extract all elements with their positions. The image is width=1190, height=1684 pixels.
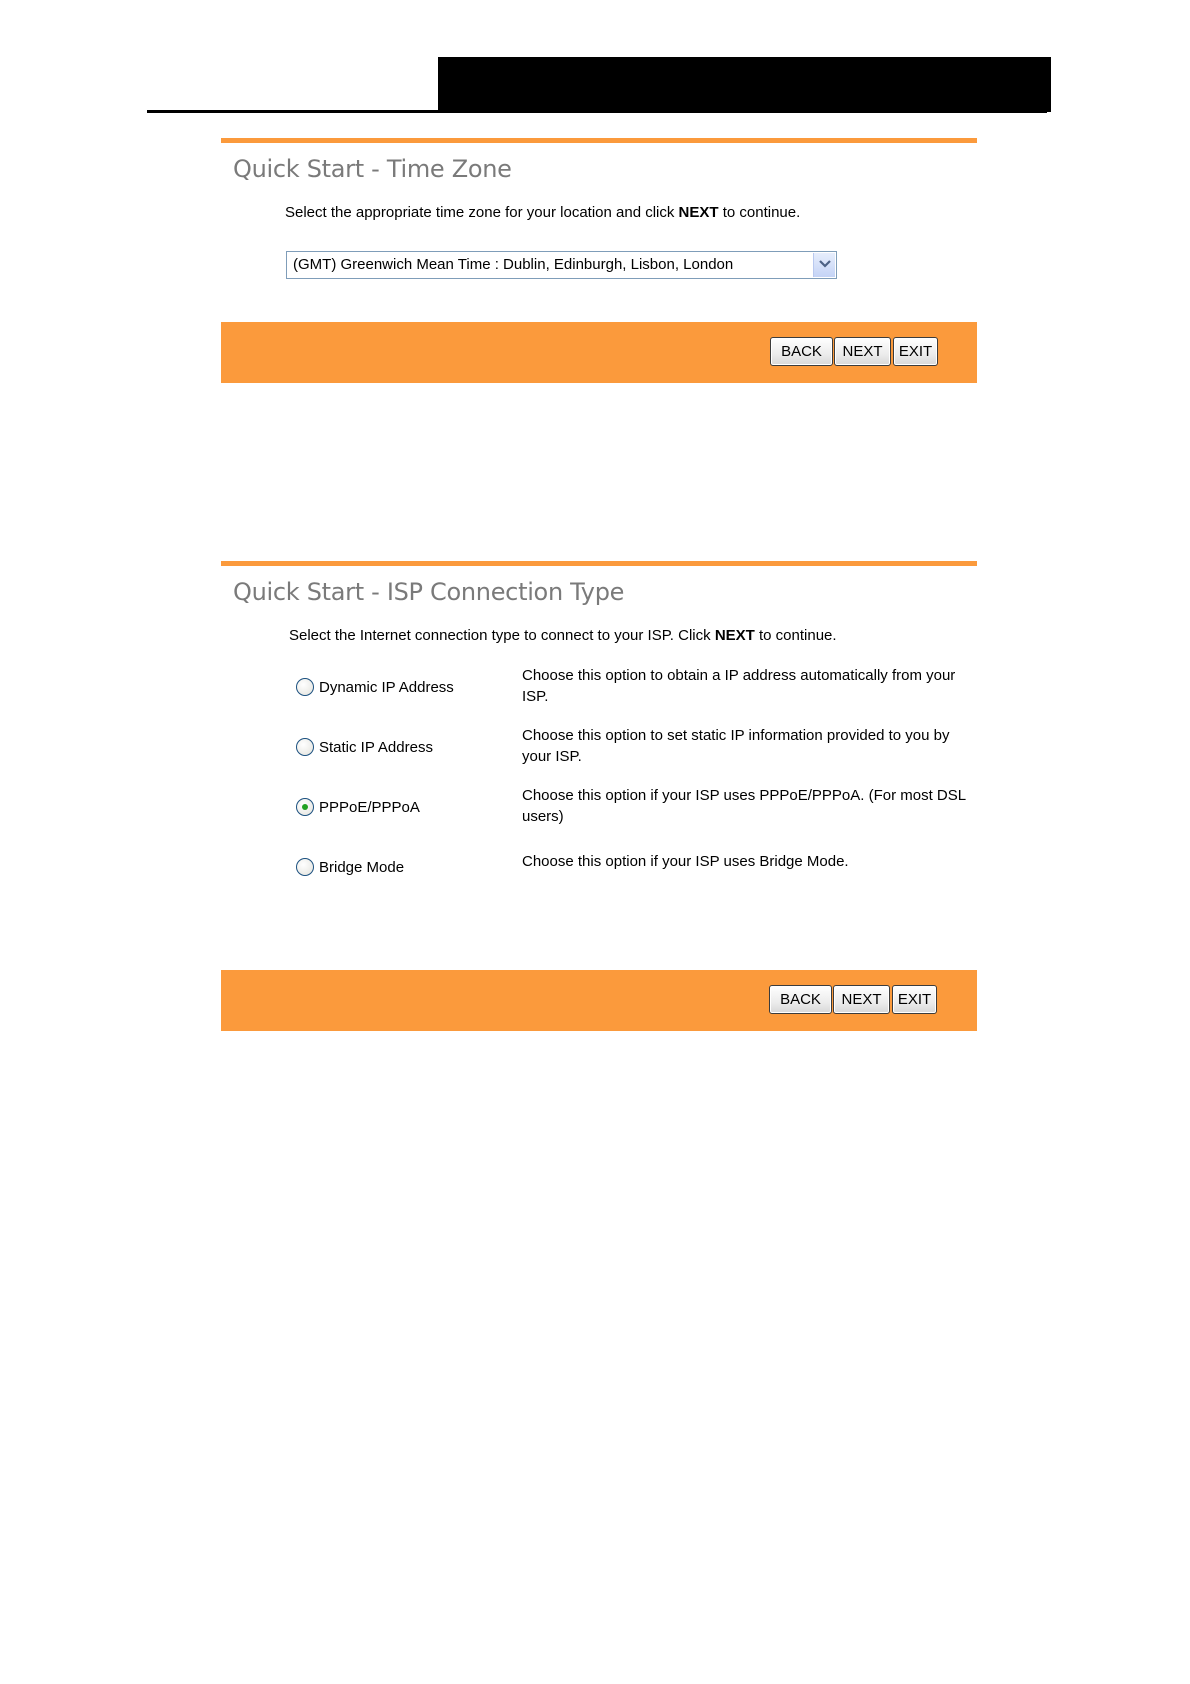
option-description: Choose this option if your ISP uses Bridge Mode. <box>522 853 849 870</box>
exit-button[interactable]: EXIT <box>892 985 937 1014</box>
panel-top-line <box>221 561 977 566</box>
chevron-down-icon[interactable] <box>813 253 835 277</box>
back-button[interactable]: BACK <box>769 985 832 1014</box>
time-zone-select[interactable] <box>286 251 837 279</box>
document-header-block <box>438 57 1051 112</box>
radio-button[interactable] <box>296 738 314 756</box>
radio-selected-dot <box>302 804 308 810</box>
next-button[interactable]: NEXT <box>833 985 890 1014</box>
instruction-text <box>285 204 800 221</box>
time-zone-selected-value: (GMT) Greenwich Mean Time : Dublin, Edinburgh, Lisbon, London <box>293 256 734 273</box>
back-button[interactable]: BACK <box>770 337 833 366</box>
instruction-part: Select the Internet connection type to connect to your ISP. Click <box>289 627 715 644</box>
next-button[interactable]: NEXT <box>834 337 891 366</box>
option-description: Choose this option to obtain a IP address automatically from your ISP. <box>522 667 956 705</box>
instruction-bold-next: NEXT <box>678 204 719 221</box>
option-label: Static IP Address <box>319 739 433 756</box>
exit-button[interactable]: EXIT <box>893 337 938 366</box>
button-bar <box>221 970 977 1031</box>
panel-top-line <box>221 138 977 143</box>
page-title: Quick Start - Time Zone <box>233 155 512 183</box>
option-label: Dynamic IP Address <box>319 679 454 696</box>
isp-connection-panel <box>221 561 977 1031</box>
option-label: Bridge Mode <box>319 859 405 876</box>
time-zone-panel <box>221 138 977 383</box>
radio-button-selected[interactable] <box>296 798 314 816</box>
option-description: Choose this option to set static IP information provided to you by your ISP. <box>522 727 950 765</box>
document-header-rule <box>147 110 1047 113</box>
page-title: Quick Start - ISP Connection Type <box>233 578 625 606</box>
instruction-part: to continue. <box>754 627 837 644</box>
button-bar <box>221 322 977 383</box>
instruction-bold-next: NEXT <box>714 627 755 644</box>
instruction-text <box>289 627 837 644</box>
radio-button[interactable] <box>296 858 314 876</box>
radio-button[interactable] <box>296 678 314 696</box>
option-description: Choose this option if your ISP uses PPPoE/PPPoA. (For most DSL users) <box>522 787 966 825</box>
instruction-part: to continue. <box>718 204 801 221</box>
option-label: PPPoE/PPPoA <box>319 799 420 816</box>
instruction-part: Select the appropriate time zone for your location and click <box>285 204 679 221</box>
